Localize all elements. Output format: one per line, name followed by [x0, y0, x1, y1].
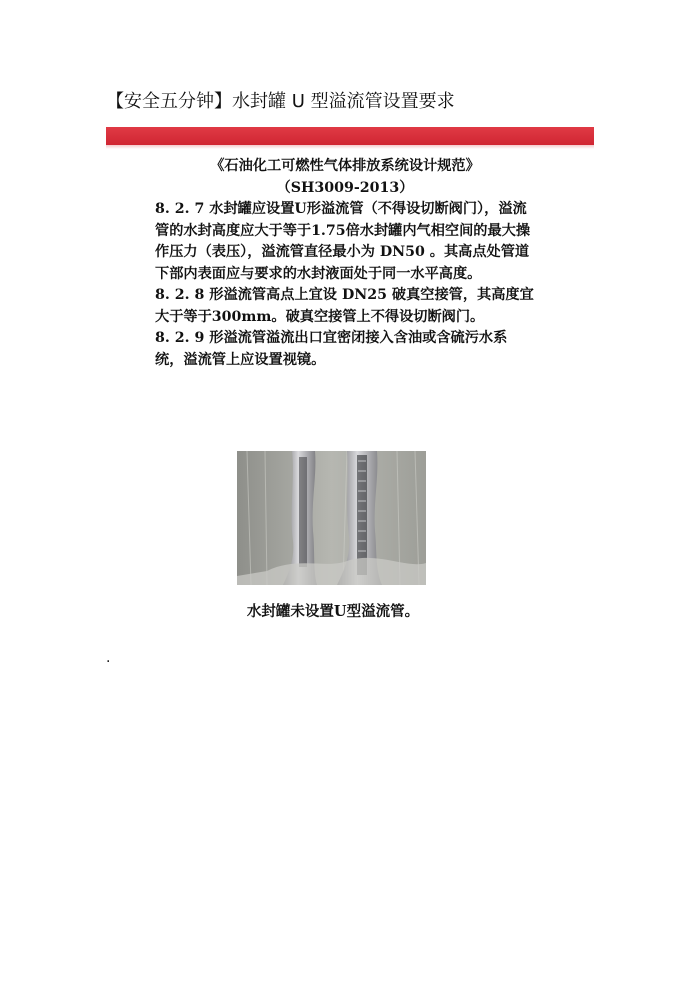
page-title: 【安全五分钟】水封罐 U 型溢流管设置要求: [106, 91, 455, 112]
standard-excerpt: [155, 156, 535, 371]
title-divider-bar: [106, 127, 594, 145]
photo-caption: 水封罐未设置U型溢流管。: [246, 603, 420, 620]
clause-8-2-7: 8. 2. 7 水封罐应设置U形溢流管（不得设切断阀门），溢流管的水封高度应大于等于1.75倍水封罐内气相空间的最大操作压力（表压），溢流管直径最小为 DN50 。其高点处管道下部内表面应与要求的水封液面处于同一水平高度。: [155, 201, 531, 282]
clause-8-2-8: 8. 2. 8 形溢流管高点上宜设 DN25 破真空接管，其高度宜大于等于300mm。破真空接管上不得设切断阀门。: [155, 287, 534, 325]
standard-title: 《石油化工可燃性气体排放系统设计规范》: [210, 158, 480, 174]
clause-8-2-9: 8. 2. 9 形溢流管溢流出口宜密闭接入含油或含硫污水系统，溢流管上应设置视镜。: [155, 330, 508, 368]
stray-mark: .: [106, 650, 111, 666]
water-seal-tank-photo: [237, 451, 426, 585]
standard-code: （SH3009-2013）: [276, 179, 414, 196]
